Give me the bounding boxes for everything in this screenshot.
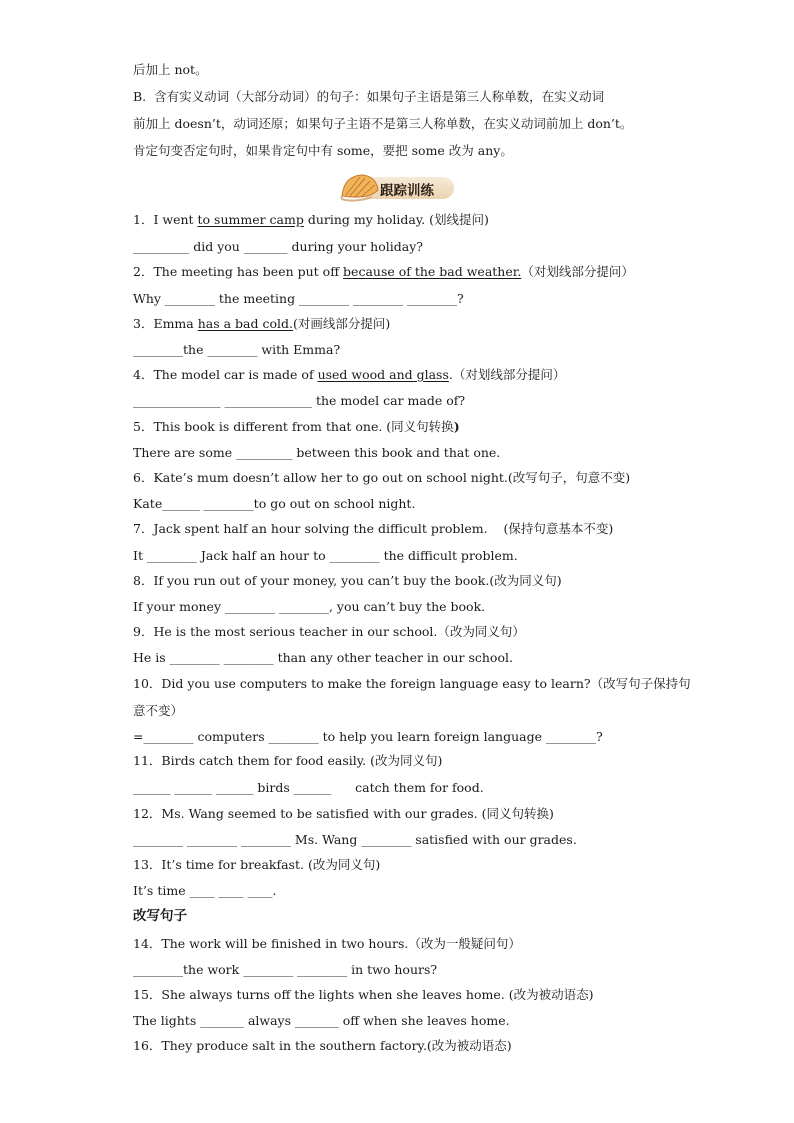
question-4: 4．The model car is made of used wood and glass.（对划线部分提问） [133, 367, 566, 382]
answer-10: =________ computers ________ to help you learn foreign language ________? [133, 729, 603, 744]
question-13: 13．It’s time for breakfast. (改为同义句) [133, 857, 381, 872]
answer-15: The lights _______ always _______ off when she leaves home. [133, 1013, 510, 1028]
section-banner [338, 170, 456, 204]
answer-1: _________ did you _______ during your holiday? [133, 239, 423, 254]
intro-line-1: 后加上 not。 [133, 62, 208, 77]
question-10: 10．Did you use computers to make the foreign language easy to learn?（改写句子保持句 [133, 676, 691, 691]
question-14: 14．The work will be finished in two hours.（改为一般疑问句） [133, 936, 521, 951]
question-12: 12．Ms. Wang seemed to be satisfied with our grades. (同义句转换) [133, 806, 554, 821]
section-heading: 改写句子 [133, 908, 187, 924]
question-8: 8．If you run out of your money, you can’t buy the book.(改为同义句) [133, 573, 562, 588]
answer-2: Why ________ the meeting ________ ________ ________? [133, 291, 464, 306]
shell-icon [338, 170, 382, 204]
question-5: 5．This book is different from that one. (同义句转换) [133, 419, 460, 434]
question-6: 6．Kate’s mum doesn’t allow her to go out on school night.(改写句子，句意不变) [133, 470, 631, 485]
question-3: 3．Emma has a bad cold.(对画线部分提问) [133, 316, 391, 331]
answer-12: ________ ________ ________ Ms. Wang ________ satisfied with our grades. [133, 832, 577, 847]
question-10-cont: 意不变） [133, 703, 184, 718]
intro-line-2: B. 含有实义动词（大部分动词）的句子：如果句子主语是第三人称单数，在实义动词 [133, 89, 605, 104]
intro-line-4: 肯定句变否定句时，如果肯定句中有 some，要把 some 改为 any。 [133, 143, 513, 158]
answer-7: It ________ Jack half an hour to ________ the difficult problem. [133, 548, 518, 563]
answer-4: ______________ ______________ the model car made of? [133, 393, 466, 408]
question-9: 9．He is the most serious teacher in our school.（改为同义句） [133, 624, 525, 639]
answer-8: If your money ________ ________, you can’t buy the book. [133, 599, 486, 614]
banner-title: 跟踪训练 [380, 183, 434, 199]
answer-5: There are some _________ between this book and that one. [133, 445, 501, 460]
question-2: 2．The meeting has been put off because of the bad weather.（对划线部分提问） [133, 264, 634, 279]
question-15: 15．She always turns off the lights when she leaves home. (改为被动语态) [133, 987, 594, 1002]
question-1: 1．I went to summer camp during my holiday. (划线提问) [133, 212, 489, 227]
answer-13: It’s time ____ ____ ____. [133, 883, 277, 898]
intro-line-3: 前加上 doesn’t，动词还原；如果句子主语不是第三人称单数，在实义动词前加上 don’t。 [133, 116, 633, 131]
question-16: 16．They produce salt in the southern factory.(改为被动语态) [133, 1038, 512, 1053]
answer-9: He is ________ ________ than any other teacher in our school. [133, 650, 513, 665]
answer-6: Kate______ ________to go out on school night. [133, 496, 416, 511]
answer-14: ________the work ________ ________ in two hours? [133, 962, 438, 977]
question-7: 7．Jack spent half an hour solving the difficult problem. (保持句意基本不变) [133, 521, 614, 536]
answer-3: ________the ________ with Emma? [133, 342, 341, 357]
question-11: 11．Birds catch them for food easily. (改为同义句) [133, 753, 443, 768]
answer-11: ______ ______ ______ birds ______ catch them for food. [133, 780, 484, 795]
